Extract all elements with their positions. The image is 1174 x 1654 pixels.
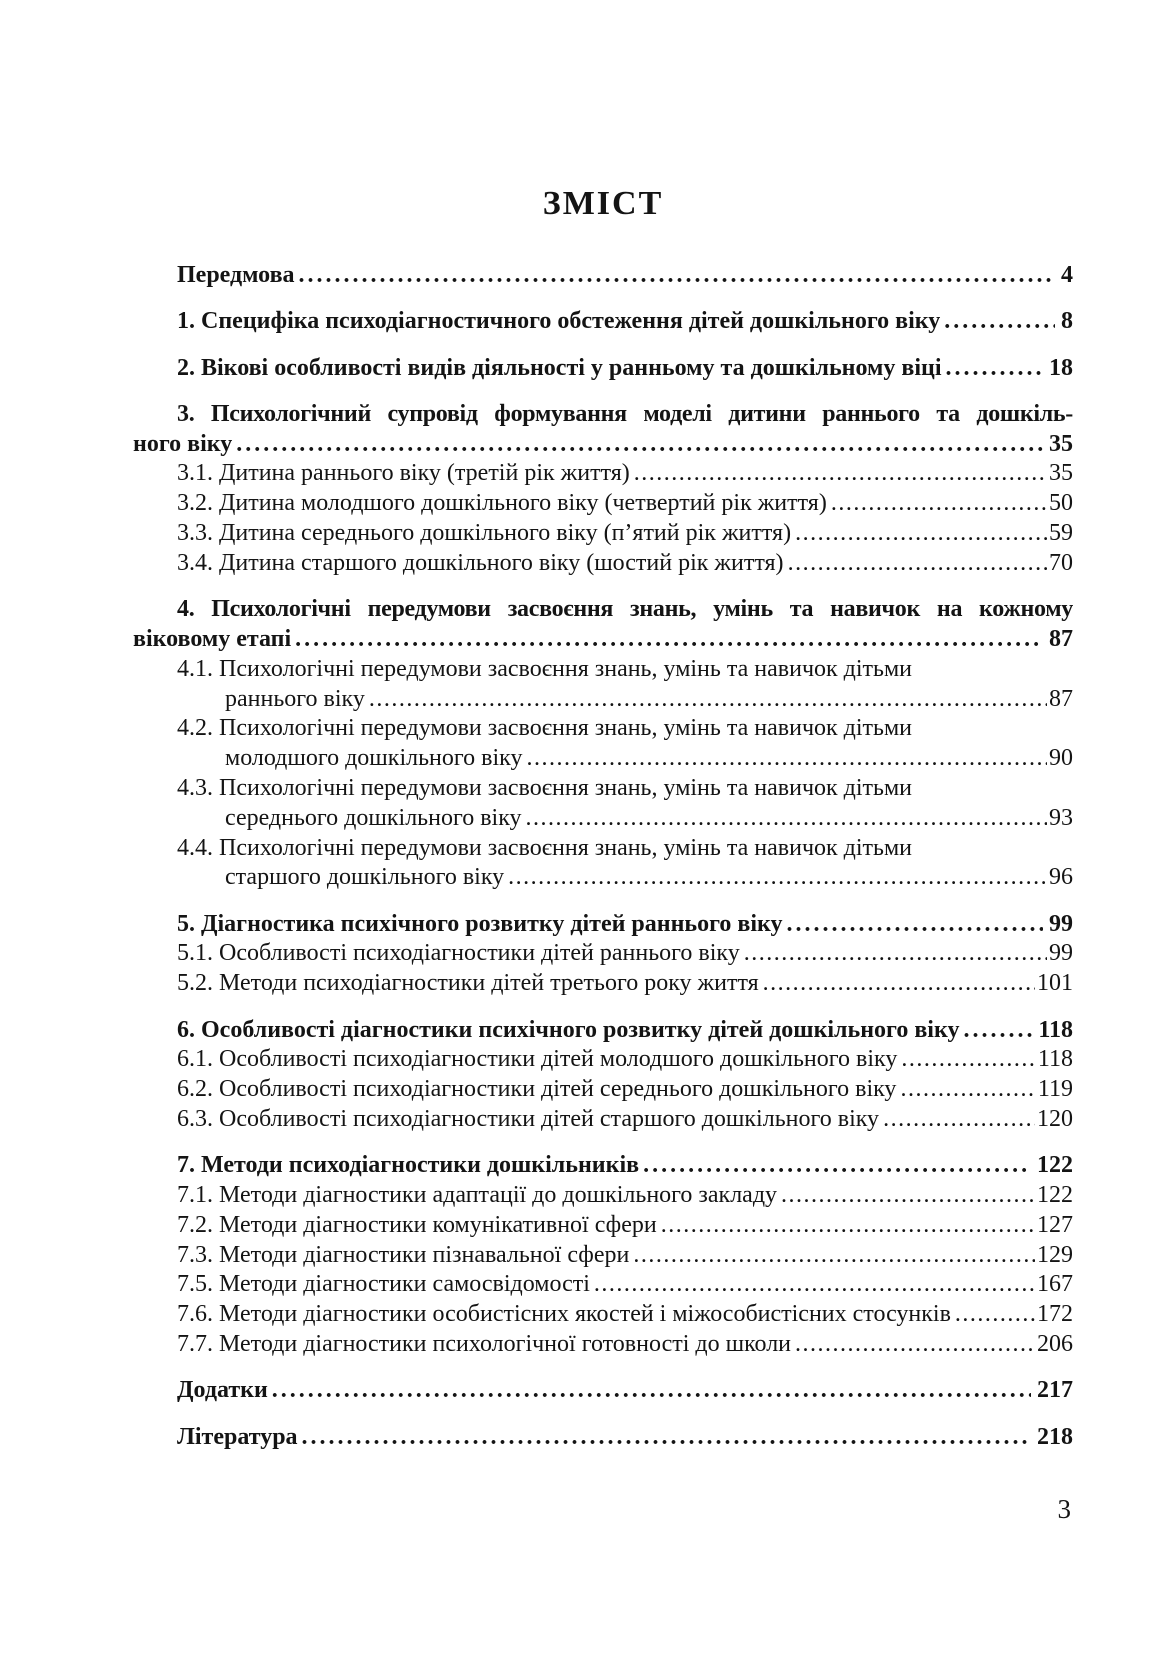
toc-entry bbox=[133, 1016, 1073, 1046]
toc-entry-label: раннього віку bbox=[225, 685, 365, 712]
toc-line bbox=[133, 834, 1073, 864]
leader-dots bbox=[831, 489, 1047, 519]
leader-dots bbox=[744, 939, 1047, 969]
toc-page-number: 59 bbox=[1049, 520, 1073, 547]
toc-page-number: 90 bbox=[1049, 745, 1073, 772]
leader-dots bbox=[295, 625, 1043, 655]
leader-dots bbox=[299, 261, 1055, 291]
toc-page-number: 4 bbox=[1061, 262, 1073, 288]
leader-dots bbox=[508, 863, 1047, 893]
toc-page-number: 119 bbox=[1037, 1076, 1073, 1103]
toc-page-number: 18 bbox=[1049, 354, 1073, 381]
toc-page-number: 87 bbox=[1049, 685, 1073, 712]
toc-line bbox=[133, 1181, 1073, 1211]
toc-line bbox=[133, 261, 1073, 291]
toc-entry-label: молодшого дошкільного віку bbox=[225, 745, 523, 772]
toc-entry-label: Література bbox=[177, 1423, 298, 1450]
leader-dots bbox=[945, 354, 1043, 384]
toc-line bbox=[133, 1075, 1073, 1105]
leader-dots bbox=[661, 1211, 1035, 1241]
leader-dots bbox=[795, 1330, 1035, 1360]
toc-content bbox=[133, 186, 1073, 1452]
toc-entry-label: 5.2. Методи психодіагностики дітей третього року життя bbox=[177, 970, 759, 997]
toc-entry bbox=[133, 354, 1073, 384]
table-of-contents bbox=[133, 261, 1073, 1452]
toc-line bbox=[133, 1151, 1073, 1181]
toc-entry bbox=[133, 655, 1073, 715]
toc-entry-label: 6.3. Особливості психодіагностики дітей старшого дошкільного віку bbox=[177, 1105, 880, 1132]
toc-page-number: 87 bbox=[1049, 625, 1073, 652]
toc-line bbox=[133, 1300, 1073, 1330]
toc-line bbox=[133, 714, 1073, 744]
toc-entry-label: 4.3. Психологічні передумови засвоєння знань, умінь та навичок дітьми bbox=[177, 774, 913, 801]
toc-entry-label: 3.3. Дитина середнього дошкільного віку (п’ятий рік життя) bbox=[177, 520, 792, 547]
toc-line bbox=[133, 939, 1073, 969]
toc-line bbox=[133, 1045, 1073, 1075]
leader-dots bbox=[634, 459, 1047, 489]
toc-line bbox=[133, 863, 1073, 893]
leader-dots bbox=[795, 519, 1047, 549]
toc-entry bbox=[133, 774, 1073, 834]
toc-line bbox=[133, 969, 1073, 999]
toc-entry-label: 7.7. Методи діагностики психологічної готовності до школи bbox=[177, 1331, 792, 1357]
toc-entry bbox=[133, 595, 1073, 655]
toc-entry bbox=[133, 549, 1073, 579]
toc-entry-label: 3. Психологічний супровід формування моделі дитини раннього та дошкіль- bbox=[177, 400, 1073, 427]
toc-line bbox=[133, 744, 1073, 774]
toc-page-number: 206 bbox=[1037, 1331, 1073, 1357]
leader-dots bbox=[883, 1105, 1035, 1135]
toc-line bbox=[133, 1241, 1073, 1271]
leader-dots bbox=[963, 1016, 1032, 1046]
toc-line bbox=[133, 400, 1073, 430]
toc-line bbox=[133, 655, 1073, 685]
toc-entry bbox=[133, 1075, 1073, 1105]
toc-entry bbox=[133, 910, 1073, 940]
toc-page-number: 217 bbox=[1037, 1377, 1073, 1404]
toc-page-number: 8 bbox=[1061, 308, 1073, 335]
leader-dots bbox=[236, 430, 1043, 460]
toc-entry-label: 7.2. Методи діагностики комунікативної сфери bbox=[177, 1211, 657, 1238]
toc-entry bbox=[133, 307, 1073, 337]
toc-entry bbox=[133, 1270, 1073, 1300]
toc-page-number: 96 bbox=[1049, 864, 1073, 891]
toc-page-number: 99 bbox=[1049, 940, 1073, 967]
toc-page-number: 127 bbox=[1037, 1211, 1073, 1238]
toc-entry-label: 6.1. Особливості психодіагностики дітей молодшого дошкільного віку bbox=[177, 1046, 898, 1073]
leader-dots bbox=[788, 549, 1047, 579]
toc-entry bbox=[133, 969, 1073, 999]
toc-entry-label: Додатки bbox=[177, 1377, 268, 1404]
leader-dots bbox=[944, 307, 1055, 337]
leader-dots bbox=[272, 1376, 1031, 1406]
toc-entry bbox=[133, 1105, 1073, 1135]
toc-line bbox=[133, 430, 1073, 460]
leader-dots bbox=[302, 1423, 1031, 1453]
leader-dots bbox=[526, 744, 1047, 774]
toc-line bbox=[133, 804, 1073, 834]
toc-entry bbox=[133, 1211, 1073, 1241]
toc-entry-label: 7.6. Методи діагностики особистісних якостей і міжособистісних стосунків bbox=[177, 1301, 951, 1328]
toc-line bbox=[133, 307, 1073, 337]
toc-entry-label: 3.2. Дитина молодшого дошкільного віку (четвертий рік життя) bbox=[177, 490, 827, 517]
toc-line bbox=[133, 1423, 1073, 1453]
toc-page-number: 172 bbox=[1037, 1301, 1073, 1328]
toc-page-number: 70 bbox=[1049, 549, 1073, 576]
toc-entry-label: середнього дошкільного віку bbox=[225, 804, 522, 831]
toc-entry-label: 7.3. Методи діагностики пізнавальної сфери bbox=[177, 1241, 630, 1268]
leader-dots bbox=[781, 1181, 1035, 1211]
toc-line bbox=[133, 1330, 1073, 1360]
toc-page-number: 129 bbox=[1037, 1241, 1073, 1268]
toc-line bbox=[133, 459, 1073, 489]
toc-entry bbox=[133, 489, 1073, 519]
leader-dots bbox=[526, 804, 1047, 834]
leader-dots bbox=[763, 969, 1035, 999]
toc-entry-label: 4. Психологічні передумови засвоєння знань, умінь та навичок на кожному bbox=[177, 596, 1073, 623]
toc-page-number: 35 bbox=[1049, 430, 1073, 457]
toc-page-number: 35 bbox=[1049, 460, 1073, 487]
toc-entry-label: 3.1. Дитина раннього віку (третій рік життя) bbox=[177, 460, 630, 487]
toc-entry bbox=[133, 400, 1073, 460]
toc-entry-label: 4.1. Психологічні передумови засвоєння знань, умінь та навичок дітьми bbox=[177, 655, 913, 682]
toc-page-number: 118 bbox=[1037, 1046, 1073, 1073]
toc-entry-label: 3.4. Дитина старшого дошкільного віку (шостий рік життя) bbox=[177, 549, 784, 576]
toc-page-number: 120 bbox=[1037, 1105, 1073, 1132]
toc-page-number: 50 bbox=[1049, 490, 1073, 517]
toc-entry bbox=[133, 1181, 1073, 1211]
toc-entry-label: ного віку bbox=[133, 430, 233, 457]
toc-entry-label: 6. Особливості діагностики психічного розвитку дітей дошкільного віку bbox=[177, 1016, 960, 1043]
toc-entry bbox=[133, 1241, 1073, 1271]
leader-dots bbox=[787, 910, 1043, 940]
toc-page-number: 101 bbox=[1037, 970, 1073, 997]
toc-line bbox=[133, 625, 1073, 655]
toc-entry-label: Передмова bbox=[177, 262, 295, 288]
toc-entry bbox=[133, 834, 1073, 894]
toc-entry bbox=[133, 1330, 1073, 1360]
toc-line bbox=[133, 595, 1073, 625]
toc-entry bbox=[133, 519, 1073, 549]
toc-line bbox=[133, 910, 1073, 940]
toc-line bbox=[133, 1211, 1073, 1241]
toc-entry-label: 5. Діагностика психічного розвитку дітей раннього віку bbox=[177, 910, 783, 937]
toc-entry bbox=[133, 261, 1073, 291]
toc-entry-label: старшого дошкільного віку bbox=[225, 864, 505, 891]
toc-entry-label: 4.4. Психологічні передумови засвоєння знань, умінь та навичок дітьми bbox=[177, 834, 913, 861]
toc-page-number: 218 bbox=[1037, 1423, 1073, 1450]
leader-dots bbox=[594, 1270, 1035, 1300]
toc-entry bbox=[133, 1376, 1073, 1406]
toc-entry bbox=[133, 1151, 1073, 1181]
toc-page-number: 93 bbox=[1049, 804, 1073, 831]
toc-line bbox=[133, 354, 1073, 384]
toc-entry bbox=[133, 939, 1073, 969]
toc-page-number: 99 bbox=[1049, 910, 1073, 937]
toc-entry bbox=[133, 1045, 1073, 1075]
toc-page-number: 122 bbox=[1037, 1152, 1073, 1179]
toc-line bbox=[133, 774, 1073, 804]
toc-page-number: 167 bbox=[1037, 1271, 1073, 1298]
leader-dots bbox=[901, 1045, 1036, 1075]
toc-entry bbox=[133, 1300, 1073, 1330]
leader-dots bbox=[633, 1241, 1035, 1271]
leader-dots bbox=[643, 1151, 1031, 1181]
toc-entry-label: 2. Вікові особливості видів діяльності у ранньому та дошкільному віці bbox=[177, 354, 942, 381]
toc-entry bbox=[133, 459, 1073, 489]
folio-page-number: 3 bbox=[1057, 1494, 1071, 1524]
toc-line bbox=[133, 489, 1073, 519]
leader-dots bbox=[900, 1075, 1035, 1105]
toc-entry-label: віковому етапі bbox=[133, 625, 292, 652]
toc-line bbox=[133, 1105, 1073, 1135]
toc-page-number: 122 bbox=[1037, 1182, 1073, 1209]
toc-line bbox=[133, 549, 1073, 579]
toc-line bbox=[133, 685, 1073, 715]
toc-entry-label: 7.5. Методи діагностики самосвідомості bbox=[177, 1271, 590, 1298]
toc-entry-label: 7. Методи психодіагностики дошкільників bbox=[177, 1152, 640, 1179]
toc-entry-label: 1. Специфіка психодіагностичного обстеження дітей дошкільного віку bbox=[177, 308, 941, 335]
toc-line bbox=[133, 1270, 1073, 1300]
toc-line bbox=[133, 1016, 1073, 1046]
toc-entry-label: 5.1. Особливості психодіагностики дітей раннього віку bbox=[177, 940, 740, 967]
toc-entry bbox=[133, 714, 1073, 774]
toc-line bbox=[133, 519, 1073, 549]
toc-entry-label: 7.1. Методи діагностики адаптації до дошкільного закладу bbox=[177, 1182, 778, 1209]
toc-entry-label: 4.2. Психологічні передумови засвоєння знань, умінь та навичок дітьми bbox=[177, 715, 913, 742]
toc-line bbox=[133, 1376, 1073, 1406]
page-title: ЗМІСТ bbox=[542, 185, 664, 222]
toc-page-number: 118 bbox=[1038, 1016, 1073, 1043]
leader-dots bbox=[369, 685, 1047, 715]
toc-entry bbox=[133, 1423, 1073, 1453]
leader-dots bbox=[955, 1300, 1035, 1330]
toc-entry-label: 6.2. Особливості психодіагностики дітей середнього дошкільного віку bbox=[177, 1076, 897, 1103]
